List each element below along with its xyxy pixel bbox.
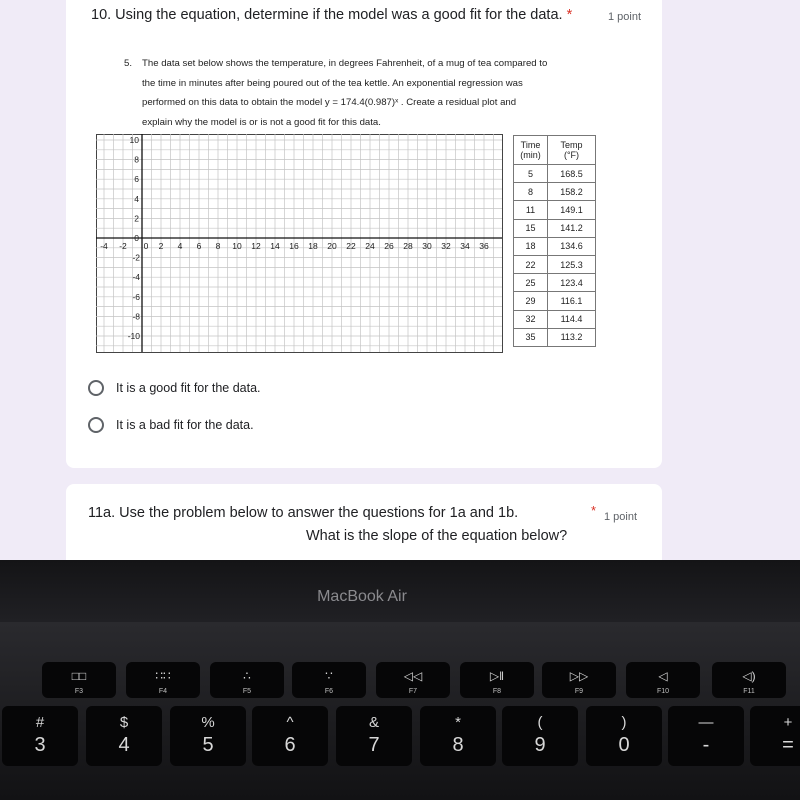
- x-tick-label: 0: [143, 241, 149, 251]
- table-row: [514, 292, 596, 310]
- key-digit: 0: [618, 734, 630, 756]
- key-symbol: —: [698, 714, 714, 731]
- x-tick-label: 32: [441, 241, 451, 251]
- function-key-f11[interactable]: [712, 662, 786, 698]
- time-cell: 8: [514, 183, 548, 201]
- table-row: [514, 219, 596, 237]
- time-cell: 5: [514, 165, 548, 183]
- problem-text: [124, 54, 614, 132]
- x-tick-label: 12: [251, 241, 261, 251]
- table-row: [514, 201, 596, 219]
- key-digit: 5: [202, 734, 214, 756]
- radio-button[interactable]: [88, 380, 104, 396]
- question-subtitle: What is the slope of the equation below?: [306, 528, 568, 544]
- number-key[interactable]: [668, 706, 744, 766]
- y-tick-label: -6: [132, 291, 140, 302]
- function-key-f4[interactable]: [126, 662, 200, 698]
- table-row: [514, 328, 596, 346]
- key-symbol: (: [537, 714, 543, 731]
- table-row: [514, 165, 596, 183]
- x-tick-label: 28: [403, 241, 413, 251]
- x-tick-label: 20: [327, 241, 337, 251]
- temp-cell: 134.6: [548, 237, 596, 255]
- y-tick-label: 2: [134, 213, 139, 224]
- function-key-f7[interactable]: [376, 662, 450, 698]
- key-digit: =: [782, 734, 794, 756]
- x-tick-label: 26: [384, 241, 394, 251]
- time-cell: 11: [514, 201, 548, 219]
- y-tick-label: 8: [134, 154, 139, 165]
- x-tick-label: 22: [346, 241, 356, 251]
- time-cell: 25: [514, 274, 548, 292]
- key-digit: 7: [368, 734, 380, 756]
- function-key-f9[interactable]: [542, 662, 616, 698]
- temp-cell: 116.1: [548, 292, 596, 310]
- x-tick-label: 8: [215, 241, 221, 251]
- question-title: 11a. Use the problem below to answer the questions for 1a and 1b.: [88, 505, 519, 521]
- temp-cell: 149.1: [548, 201, 596, 219]
- key-digit: 9: [534, 734, 546, 756]
- table-row: [514, 183, 596, 201]
- temp-cell: 141.2: [548, 219, 596, 237]
- key-symbol: %: [201, 714, 215, 731]
- problem-line: The data set below shows the temperature, in degrees Fahrenheit, of a mug of tea compared to: [142, 58, 548, 69]
- function-key-label: F4: [158, 688, 168, 695]
- temp-cell: 158.2: [548, 183, 596, 201]
- number-key[interactable]: [586, 706, 662, 766]
- header-temp: Temp (°F): [548, 136, 596, 165]
- required-asterisk: *: [591, 503, 597, 518]
- time-cell: 18: [514, 237, 548, 255]
- function-key-label: F11: [743, 688, 755, 695]
- function-key-label: F6: [324, 688, 334, 695]
- time-cell: 29: [514, 292, 548, 310]
- keyboard: [0, 622, 800, 800]
- function-key-label: F9: [574, 688, 584, 695]
- function-key-f5[interactable]: [210, 662, 284, 698]
- function-key-label: F8: [492, 688, 502, 695]
- time-cell: 35: [514, 328, 548, 346]
- y-tick-label: 6: [134, 174, 139, 185]
- time-cell: 22: [514, 255, 548, 273]
- number-key[interactable]: [336, 706, 412, 766]
- function-key-icon: ∷∷: [155, 669, 171, 683]
- function-key-f8[interactable]: [460, 662, 534, 698]
- x-tick-label: 10: [232, 241, 242, 251]
- question-title: [91, 7, 572, 23]
- y-tick-label: -2: [132, 252, 140, 263]
- function-key-label: F3: [74, 688, 84, 695]
- temp-cell: 123.4: [548, 274, 596, 292]
- function-key-icon: ∴: [243, 669, 251, 683]
- key-digit: 6: [284, 734, 296, 756]
- function-key-f6[interactable]: [292, 662, 366, 698]
- function-key-label: F5: [242, 688, 252, 695]
- residual-plot-grid: [96, 130, 504, 354]
- function-key-f10[interactable]: [626, 662, 700, 698]
- problem-line: explain why the model is or is not a good fit for this data.: [142, 116, 381, 128]
- temp-cell: 113.2: [548, 328, 596, 346]
- table-header-row: [514, 136, 596, 165]
- function-key-icon: ◁◁: [403, 669, 423, 683]
- header-time: Time (min): [514, 136, 548, 165]
- function-key-icon: ∵: [325, 669, 333, 683]
- function-key-icon: ▷‖: [489, 669, 505, 683]
- x-tick-label: -2: [119, 241, 127, 251]
- temp-cell: 125.3: [548, 255, 596, 273]
- key-symbol: ): [621, 714, 627, 731]
- required-asterisk: *: [566, 7, 573, 23]
- x-tick-label: -4: [100, 241, 108, 251]
- key-digit: -: [702, 734, 710, 756]
- time-cell: 32: [514, 310, 548, 328]
- key-symbol: ^: [286, 714, 294, 731]
- points-label: 1 point: [608, 11, 642, 23]
- function-key-f3[interactable]: [42, 662, 116, 698]
- radio-button[interactable]: [88, 417, 104, 433]
- x-tick-label: 24: [365, 241, 375, 251]
- laptop-brand-label: MacBook Air: [317, 588, 407, 605]
- option-label: It is a good fit for the data.: [116, 381, 261, 395]
- number-key[interactable]: [86, 706, 162, 766]
- table-row: [514, 237, 596, 255]
- y-tick-label: 10: [129, 135, 139, 145]
- table-row: [514, 310, 596, 328]
- function-key-icon: ▷▷: [569, 669, 589, 683]
- number-key[interactable]: [420, 706, 496, 766]
- x-tick-label: 4: [177, 241, 183, 251]
- temp-cell: 168.5: [548, 165, 596, 183]
- problem-line: performed on this data to obtain the model y = 174.4(0.987)ˣ . Create a residual plot and: [142, 97, 517, 109]
- function-key-label: F7: [408, 688, 418, 695]
- x-tick-label: 36: [479, 241, 489, 251]
- table-row: [514, 274, 596, 292]
- option-bad-fit[interactable]: [88, 417, 254, 433]
- x-tick-label: 16: [289, 241, 299, 251]
- time-cell: 15: [514, 219, 548, 237]
- number-key[interactable]: [170, 706, 246, 766]
- function-key-icon: □□: [71, 669, 87, 683]
- key-symbol: #: [35, 714, 45, 731]
- y-tick-label: 4: [134, 193, 139, 204]
- x-tick-label: 14: [270, 241, 280, 251]
- x-tick-label: 34: [460, 241, 470, 251]
- table-row: [514, 255, 596, 273]
- function-key-label: F10: [656, 688, 670, 695]
- x-tick-label: 6: [196, 241, 202, 251]
- number-key[interactable]: [2, 706, 78, 766]
- problem-number: 5.: [124, 58, 133, 69]
- data-table: [513, 135, 596, 347]
- function-key-icon: ◁): [742, 669, 756, 683]
- key-digit: 4: [118, 734, 130, 756]
- number-key[interactable]: [502, 706, 578, 766]
- temp-cell: 114.4: [548, 310, 596, 328]
- x-tick-label: 18: [308, 241, 318, 251]
- y-tick-label: 0: [134, 233, 139, 243]
- question-card-11a: [66, 484, 662, 560]
- number-key[interactable]: [750, 706, 800, 766]
- y-tick-label: -10: [127, 331, 140, 341]
- problem-line: the time in minutes after being poured out of the tea kettle. An exponential regression was: [142, 77, 523, 89]
- x-tick-label: 2: [158, 241, 164, 251]
- key-symbol: +: [783, 714, 793, 731]
- key-symbol: &: [368, 714, 379, 731]
- option-good-fit[interactable]: [88, 380, 261, 396]
- points-label: 1 point: [604, 511, 638, 523]
- function-key-icon: ◁: [658, 669, 668, 683]
- y-tick-label: -4: [132, 272, 140, 283]
- number-key[interactable]: [252, 706, 328, 766]
- option-label: It is a bad fit for the data.: [116, 418, 254, 432]
- key-digit: 3: [34, 734, 46, 756]
- question-title-text: 10. Using the equation, determine if the model was a good fit for the data.: [91, 7, 563, 23]
- key-symbol: $: [119, 714, 129, 731]
- key-symbol: *: [455, 714, 461, 731]
- key-digit: 8: [452, 734, 464, 756]
- x-tick-label: 30: [422, 241, 432, 251]
- y-tick-label: -8: [132, 311, 140, 322]
